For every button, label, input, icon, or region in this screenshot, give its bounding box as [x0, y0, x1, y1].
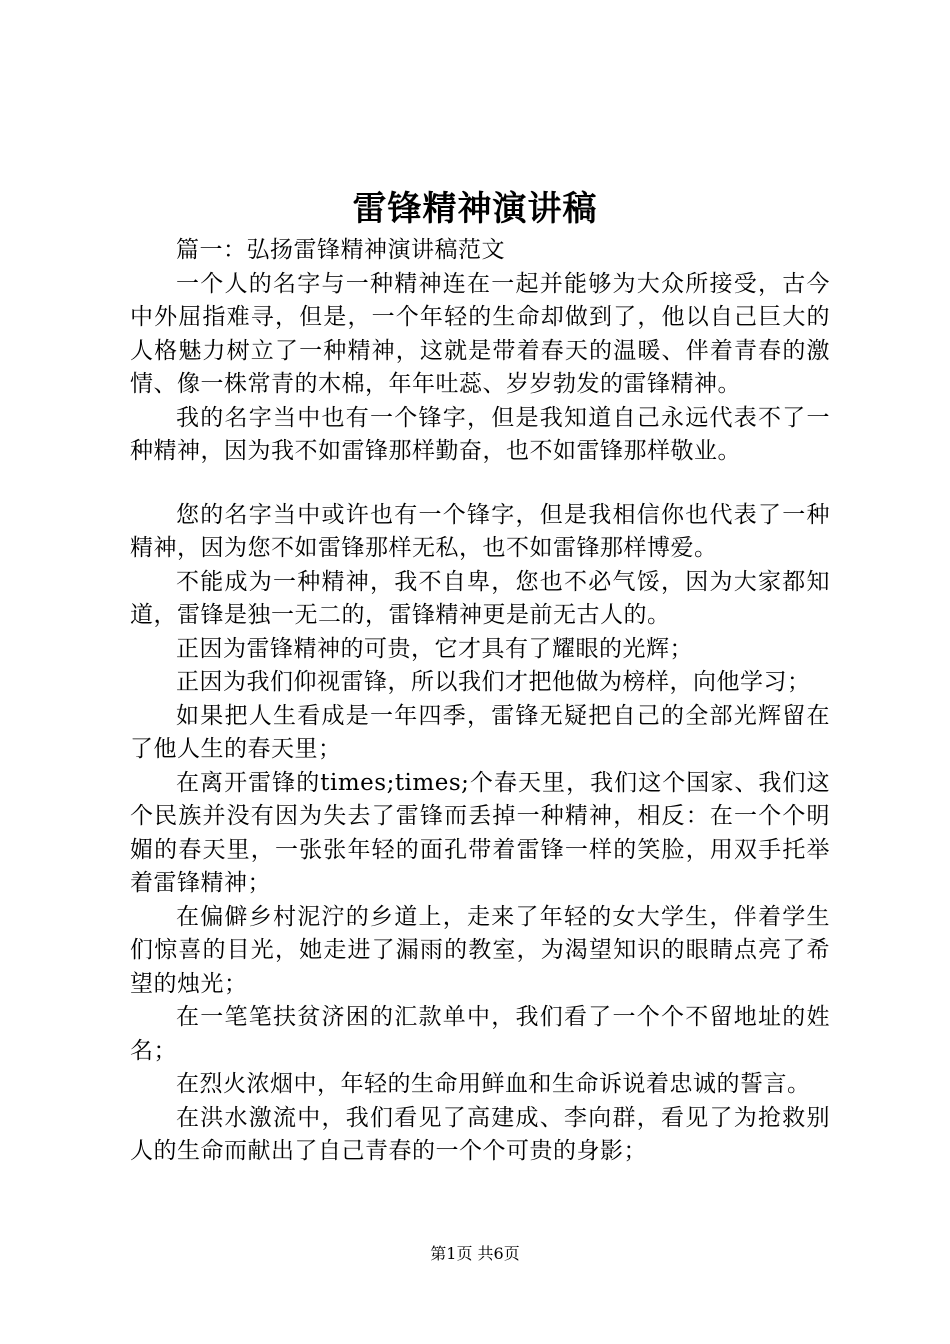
body-paragraph: 正因为雷锋精神的可贵，它才具有了耀眼的光辉； [176, 635, 693, 662]
body-paragraph: 在离开雷锋的times;times;个春天里，我们这个国家、我们这个民族并没有因为失去了雷锋而丢掉一种精神，相反：在一个个明媚的春天里，一张张年轻的面孔带着雷锋一样的笑脸，用双手托举着雷锋精神； [130, 769, 830, 896]
body-paragraph: 如果把人生看成是一年四季，雷锋无疑把自己的全部光辉留在了他人生的春天里； [130, 702, 830, 762]
body-paragraph: 一个人的名字与一种精神连在一起并能够为大众所接受，古今中外屈指难寻，但是，一个年轻的生命却做到了，他以自己巨大的人格魅力树立了一种精神，这就是带着春天的温暖、伴着青春的激情、像一株常青的木棉，年年吐蕊、岁岁勃发的雷锋精神。 [130, 270, 830, 397]
body-paragraph: 在偏僻乡村泥泞的乡道上，走来了年轻的女大学生，伴着学生们惊喜的目光，她走进了漏雨的教室，为渴望知识的眼睛点亮了希望的烛光； [130, 903, 830, 997]
page-number-footer: 第1页 共6页 [430, 1244, 520, 1263]
body-paragraph: 在一笔笔扶贫济困的汇款单中，我们看了一个个不留地址的姓名； [130, 1004, 830, 1064]
section-heading: 篇一：弘扬雷锋精神演讲稿范文 [176, 237, 505, 263]
body-paragraph: 正因为我们仰视雷锋，所以我们才把他做为榜样，向他学习； [176, 669, 811, 695]
body-paragraph: 您的名字当中或许也有一个锋字，但是我相信你也代表了一种精神，因为您不如雷锋那样无私，也不如雷锋那样博爱。 [130, 501, 830, 561]
body-paragraph: 在洪水激流中，我们看见了高建成、李向群，看见了为抢救别人的生命而献出了自己青春的一个个可贵的身影； [130, 1104, 830, 1164]
document-title: 雷锋精神演讲稿 [352, 189, 598, 229]
body-paragraph: 不能成为一种精神，我不自卑，您也不必气馁，因为大家都知道，雷锋是独一无二的，雷锋精神更是前无古人的。 [130, 568, 830, 628]
document-body [130, 234, 830, 1169]
body-paragraph: 在烈火浓烟中，年轻的生命用鲜血和生命诉说着忠诚的誓言。 [176, 1071, 811, 1097]
body-paragraph: 我的名字当中也有一个锋字，但是我知道自己永远代表不了一种精神，因为我不如雷锋那样勤奋，也不如雷锋那样敬业。 [130, 404, 830, 464]
